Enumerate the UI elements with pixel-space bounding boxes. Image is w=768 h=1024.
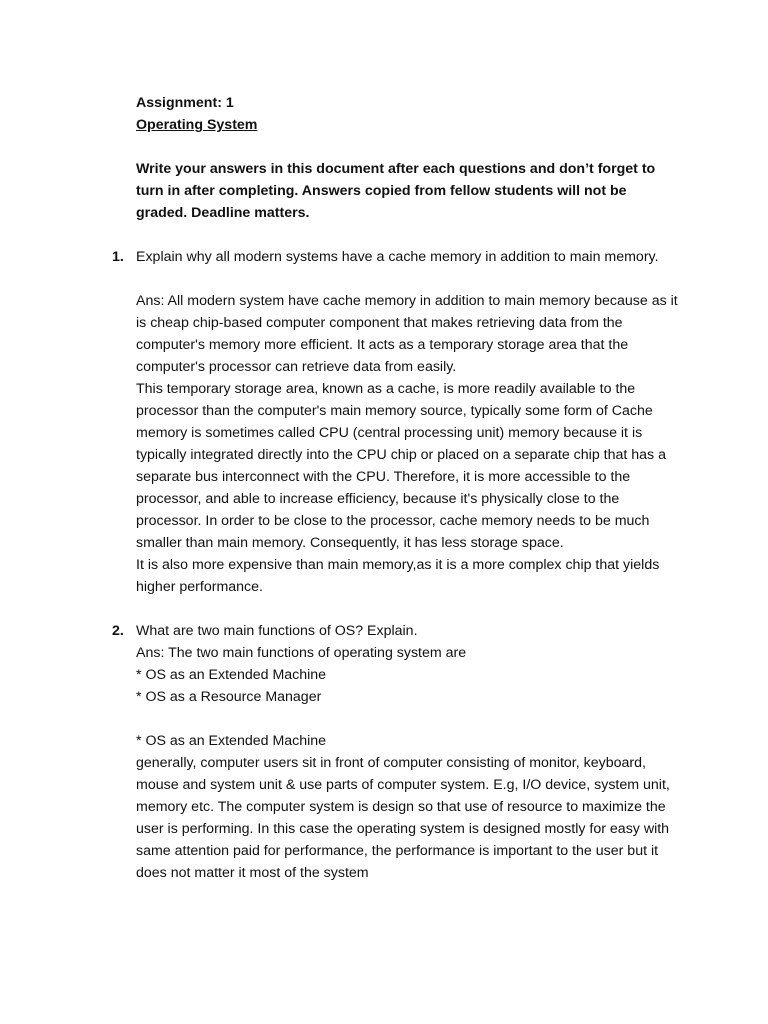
instructions: Write your answers in this document after each questions and don’t forget to turn in after completing. Answers copied from fellow students will not be graded. Deadline matters. (136, 161, 656, 221)
subject-title: Operating System (136, 117, 258, 133)
function-item: * OS as an Extended Machine (136, 667, 327, 683)
answer-intro: Ans: The two main functions of operating system are (136, 645, 467, 661)
question-text: What are two main functions of OS? Explain. (136, 623, 418, 639)
document-body (112, 92, 681, 884)
question-text: Explain why all modern systems have a cache memory in addition to main memory. (136, 249, 659, 265)
question-2 (112, 620, 681, 884)
answer-paragraph: This temporary storage area, known as a cache, is more readily available to the processor than the computer's main memory source, typically some form of Cache memory is sometimes called CPU (central processing unit) memory because it is typically integrated directly into the CPU chip or placed on a separate chip that has a separate bus interconnect with the CPU. Therefore, it is more accessible to the processor, and able to increase efficiency, because it's physically close to the processor. In order to be close to the processor, cache memory needs to be much smaller than main memory. Consequently, it has less storage space. (136, 381, 666, 551)
assignment-label: Assignment: 1 (136, 95, 234, 111)
answer-paragraph: It is also more expensive than main memory,as it is a more complex chip that yields higher performance. (136, 557, 660, 595)
question-number: 1. (112, 249, 124, 265)
question-number: 2. (112, 623, 124, 639)
section-text: generally, computer users sit in front of computer consisting of monitor, keyboard, mouse and system unit & use parts of computer system. E.g, I/O device, system unit, memory etc. The computer system is design so that use of resource to maximize the user is performing. In this case the operating system is designed mostly for easy with same attention paid for performance, the performance is important to the user but it does not matter it most of the system (136, 755, 670, 881)
question-1 (112, 246, 681, 598)
answer-paragraph: Ans: All modern system have cache memory in addition to main memory because as it is cheap chip-based computer component that makes retrieving data from the computer's memory more efficient. It acts as a temporary storage area that the computer's processor can retrieve data from easily. (136, 293, 678, 375)
function-item: * OS as a Resource Manager (136, 689, 322, 705)
section-heading: * OS as an Extended Machine (136, 733, 327, 749)
